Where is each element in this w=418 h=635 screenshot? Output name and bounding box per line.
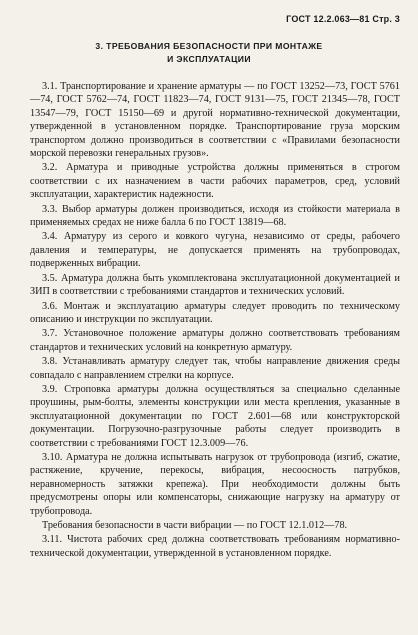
section-title bbox=[30, 40, 388, 66]
paragraph-3-10: 3.10. Арматура не должна испытывать нагрузок от трубопровода (изгиб, сжатие, растяжение, кручение, перекосы, вибрация, несоосность патрубков, неравномерность затяжки крепежа). При необходимости должны быть предусмотрены опоры или компенсаторы, снижающие нагрузку на арматуру от трубопровода. bbox=[30, 451, 400, 517]
paragraph-3-9: 3.9. Строповка арматуры должна осуществляться за специально сделанные проушины, рым-болты, элементы конструкции или места крепления, указанные в эксплуатационной документации по ГОСТ 2.601—68 или конструкторской документации. Погрузочно-разгрузочные работы следует производить в соответствии с требованиями ГОСТ 12.3.009—76. bbox=[30, 383, 400, 449]
page-header bbox=[286, 14, 400, 24]
page-number: Стр. 3 bbox=[372, 14, 400, 24]
paragraph-3-4: 3.4. Арматуру из серого и ковкого чугуна, независимо от среды, рабочего давления и температуры, не допускается применять на трубопроводах, подверженных вибрации. bbox=[30, 231, 400, 270]
paragraph-vibration: Требования безопасности в части вибрации — по ГОСТ 12.1.012—78. bbox=[42, 520, 348, 531]
paragraph-3-8: 3.8. Устанавливать арматуру следует так, чтобы направление движения среды совпадало с направлением стрелки на корпусе. bbox=[30, 356, 400, 381]
paragraph-3-1: 3.1. Транспортирование и хранение арматуры — по ГОСТ 13252—73, ГОСТ 5761—74, ГОСТ 5762—74, ГОСТ 11823—74, ГОСТ 9131—75, ГОСТ 21345—78, ГОСТ 13547—79, ГОСТ 15150—69 и другой нормативно-технической документации, утвержденной в установленном порядке. Транспортирование груза морским транспортом должно производиться в соответствии с «Правилами безопасности морской перевозки генеральных грузов». bbox=[30, 81, 400, 160]
section-body bbox=[30, 80, 400, 561]
paragraph-3-6: 3.6. Монтаж и эксплуатацию арматуры следует проводить по техническому описанию и инструкции по эксплуатации. bbox=[30, 300, 400, 325]
paragraph-3-2: 3.2. Арматура и приводные устройства должны применяться в строгом соответствии с их назначением в части рабочих параметров, сред, условий эксплуатации, характеристик надежности. bbox=[30, 162, 400, 201]
paragraph-3-5: 3.5. Арматура должна быть укомплектована эксплуатационной документацией и ЗИП в соответствии с требованиями стандартов и технических условий. bbox=[30, 272, 400, 298]
section-title-line1: 3. ТРЕБОВАНИЯ БЕЗОПАСНОСТИ ПРИ МОНТАЖЕ bbox=[95, 41, 323, 51]
section-title-line2: И ЭКСПЛУАТАЦИИ bbox=[167, 54, 251, 64]
paragraph-3-3: 3.3. Выбор арматуры должен производиться, исходя из стойкости материала в применяемых средах не ниже балла 6 по ГОСТ 13819—68. bbox=[30, 203, 400, 229]
paragraph-3-7: 3.7. Установочное положение арматуры должно соответствовать требованиям стандартов и технических условий на конкретную арматуру. bbox=[30, 328, 400, 353]
paragraph-3-11: 3.11. Чистота рабочих сред должна соответствовать требованиям нормативно-технической документации, утвержденной в установленном порядке. bbox=[30, 534, 400, 559]
standard-number: ГОСТ 12.2.063—81 bbox=[286, 14, 370, 24]
